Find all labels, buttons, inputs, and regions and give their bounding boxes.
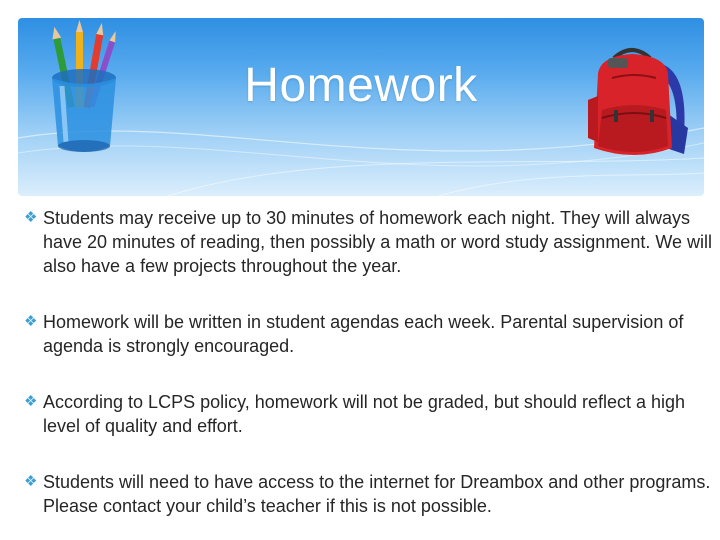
list-item	[24, 206, 714, 278]
title-banner	[18, 18, 704, 196]
bullet-text: Students will need to have access to the internet for Dreambox and other programs. Please contact your child’s teacher if this is not possible.	[43, 472, 711, 516]
bullet-text: Homework will be written in student agendas each week. Parental supervision of agenda is strongly encouraged.	[43, 312, 684, 356]
list-item	[24, 390, 714, 438]
list-item	[24, 310, 714, 358]
diamond-bullet-icon: ❖	[24, 473, 38, 490]
bullet-text: Students may receive up to 30 minutes of homework each night. They will always have 20 minutes of reading, then possibly a math or word study assignment. We will also have a few projects throughout the year.	[43, 208, 713, 276]
homework-bullet-list	[24, 206, 714, 518]
bullet-text: According to LCPS policy, homework will not be graded, but should reflect a high level of quality and effort.	[43, 392, 686, 436]
diamond-bullet-icon: ❖	[24, 209, 38, 226]
list-item	[24, 470, 714, 518]
backpack-icon	[584, 44, 696, 169]
diamond-bullet-icon: ❖	[24, 393, 38, 410]
page-title: Homework	[244, 59, 478, 112]
diamond-bullet-icon: ❖	[24, 313, 38, 330]
